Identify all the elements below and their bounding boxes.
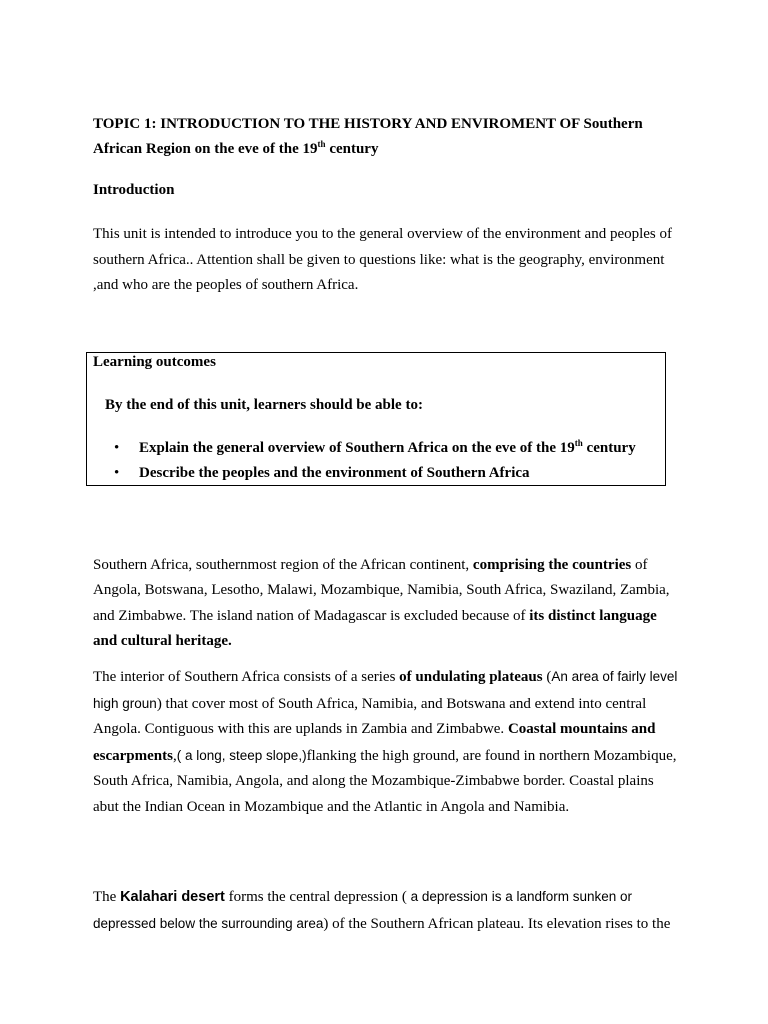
list-item-text: Explain the general overview of Southern Africa on the eve of the 19 [139,440,575,456]
bold-text-run: of undulating plateaus [399,669,543,685]
text-run: The [93,889,121,905]
text-run: The interior of Southern Africa consists of a series [93,669,400,685]
definition-text-run: An area of fairly level high groun [93,669,678,711]
definition-text-run: ( a long, steep slope,) [176,747,307,763]
intro-paragraph: This unit is intended to introduce you to the general overview of the environment and peoples of southern Africa.. Attention shall be given to questions like: what is the geography, environment ,and who are the peoples of southern Africa. [93,226,673,293]
list-item [87,461,636,486]
list-item-text-end: century [582,440,636,456]
text-run: Southern Africa, southernmost region of the African continent, [93,557,473,573]
interior-paragraph [93,664,683,820]
list-item [87,436,636,461]
title-text: TOPIC 1: INTRODUCTION TO THE HISTORY AND ENVIROMENT OF Southern African Region on the eve of the 19 [93,116,643,157]
text-run: ) that cover most of South Africa, Namibia, and Botswana and extend into central Angola. Contiguous with this are uplands in Zambia and Zimbabwe. [93,695,647,737]
text-run: , [172,747,177,764]
region-paragraph [93,553,683,654]
text-run: ( [542,669,552,685]
learning-outcomes-subtitle: By the end of this unit, learners should be able to: [105,397,423,413]
bold-text-run: comprising the countries [472,557,632,573]
learning-outcomes-box [86,352,666,486]
definition-text-run: a depression is a landform sunken or depressed below the surrounding area [93,889,633,931]
learning-outcomes-list [87,436,636,486]
section-heading-introduction: Introduction [93,182,175,198]
text-run: flanking the high ground, are found in northern Mozambique, South Africa, Namibia, Angola, and along the Mozambique-Zimbabwe border. Coastal plains abut the Indian Ocean in Mozambique and the Atlantic in Angola and Namibia. [93,747,677,815]
bold-text-run: Coastal mountains and escarpments [93,721,656,764]
text-run: ) of the Southern African plateau. Its elevation rises to the [323,915,671,932]
title-superscript: th [317,139,326,149]
text-run: forms the central depression ( [224,889,411,905]
bold-text-run: its distinct language and cultural heritage. [93,607,657,649]
list-item-text: Describe the peoples and the environment of Southern Africa [139,465,530,481]
list-item-superscript: th [574,438,583,448]
bold-text-run: Kalahari desert [120,889,225,905]
learning-outcomes-title: Learning outcomes [93,354,216,370]
page-title [93,112,683,162]
text-run: of Angola, Botswana, Lesotho, Malawi, Mozambique, Namibia, South Africa, Swaziland, Zambia, and Zimbabwe. The island nation of Madagascar is excluded because of [93,557,670,624]
bullet-icon: • [114,440,120,456]
bullet-icon: • [114,465,120,481]
title-text-end: century [325,141,379,157]
kalahari-paragraph [93,884,683,937]
